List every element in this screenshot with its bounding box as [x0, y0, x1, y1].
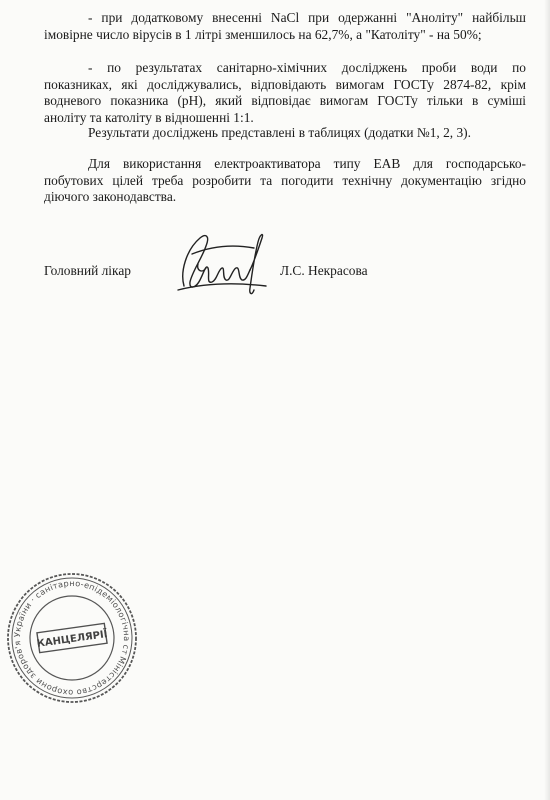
text-line: імовірне число вірусів в 1 літрі зменшилось на 62,7%, а "Католіту" - на 50%;	[44, 26, 482, 42]
text-line: - по результатах санітарно-хімічних досліджень проби води по	[88, 60, 526, 75]
text-line: водневого показника (pH), який відповідає вимогам ГОСТу тільки в суміші	[44, 93, 526, 108]
scan-edge-shadow	[544, 0, 550, 800]
text-line: Результати досліджень представлені в таблицях (додатки №1, 2, 3).	[88, 125, 471, 140]
signatory-name: Л.С. Некрасова	[280, 263, 368, 278]
paragraph-conclusion	[44, 156, 526, 206]
text-line: діючого законодавства.	[44, 189, 177, 204]
text-line: показниках, які досліджувались, відповідають вимогам ГОСТу 2874-82, крім	[44, 76, 526, 92]
signatory-title: Головний лікар	[44, 263, 131, 278]
signature-block	[0, 254, 550, 314]
text-line: - при додатковому внесенні NaCl при одержанні "Аноліту" найбільш	[88, 10, 526, 25]
svg-text:Міністерство охорони здоров'я: Міністерство охорони здоров'я України · санітарно-епідеміологічна станція	[11, 577, 133, 699]
text-line: аноліту та католіту в відношенні 1:1.	[44, 109, 254, 125]
paragraph-chemical-results	[44, 60, 526, 126]
paragraph-tables-reference	[88, 125, 528, 142]
handwritten-signature	[162, 224, 282, 304]
svg-text:КАНЦЕЛЯРІЇ: КАНЦЕЛЯРІЇ	[36, 629, 109, 650]
paragraph-viruses	[44, 10, 526, 43]
text-line: Для використання електроактиватора типу ЕАВ для господарсько-	[88, 156, 526, 171]
text-line: побутових цілей треба розробити та погодити технічну документацію згідно	[44, 172, 526, 188]
official-stamp	[4, 570, 140, 706]
